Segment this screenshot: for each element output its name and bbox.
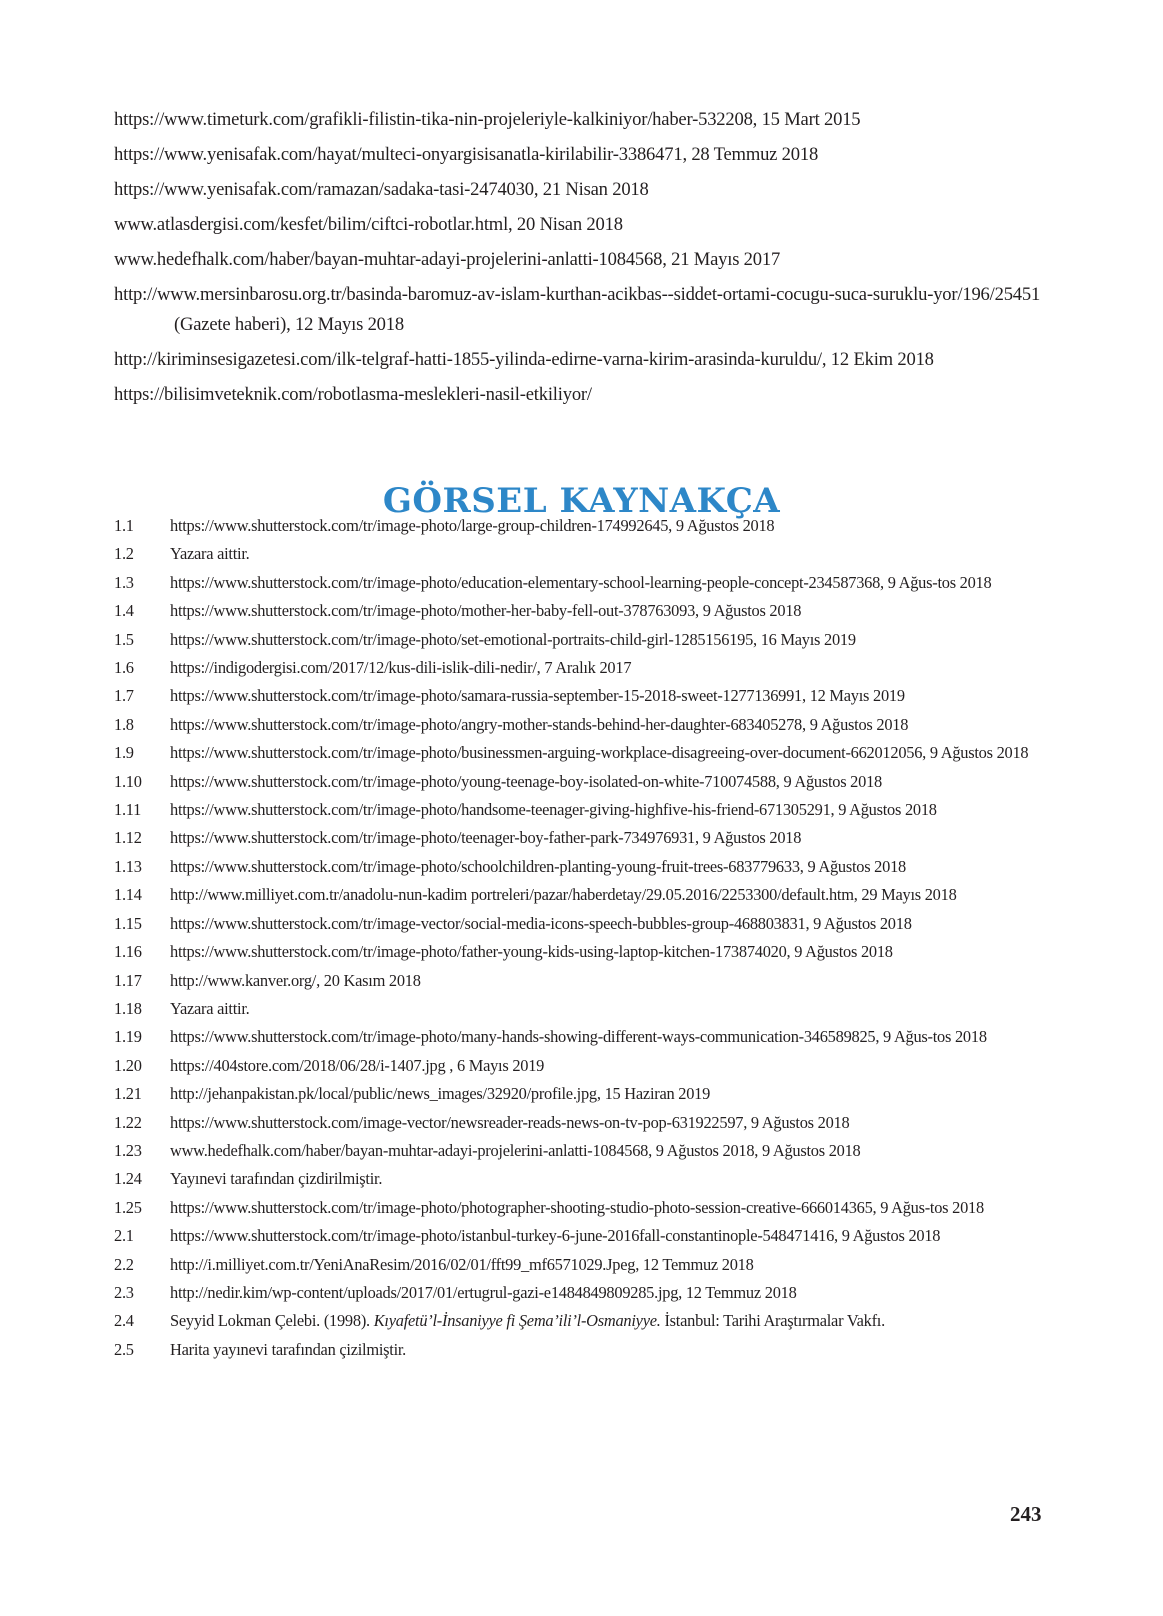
item-text: https://www.shutterstock.com/tr/image-photo/education-elementary-school-learning-people-concept-234587368, 9 Ağus-tos 2018 xyxy=(170,572,992,592)
item-text: http://i.milliyet.com.tr/YeniAnaResim/2016/02/01/fft99_mf6571029.Jpeg, 12 Temmuz 2018 xyxy=(170,1254,754,1274)
item-number: 1.14 xyxy=(114,885,142,905)
list-item xyxy=(114,1307,1054,1335)
item-text: https://www.shutterstock.com/tr/image-photo/teenager-boy-father-park-734976931, 9 Ağustos 2018 xyxy=(170,828,802,848)
citation-title: Kıyafetü’l-İnsaniyye fi Şema’ili’l-Osmaniyye. xyxy=(373,1311,661,1331)
item-number: 1.9 xyxy=(114,743,134,763)
item-number: 1.24 xyxy=(114,1169,142,1189)
item-text: https://www.shutterstock.com/tr/image-photo/father-young-kids-using-laptop-kitchen-173874020, 9 Ağustos 2018 xyxy=(170,942,893,962)
item-text: http://jehanpakistan.pk/local/public/news_images/32920/profile.jpg, 15 Haziran 2019 xyxy=(170,1084,711,1104)
reference-entry: www.atlasdergisi.com/kesfet/bilim/ciftci-robotlar.html, 20 Nisan 2018 xyxy=(114,214,623,235)
item-text: https://www.shutterstock.com/tr/image-photo/young-teenage-boy-isolated-on-white-710074588, 9 Ağustos 2018 xyxy=(170,771,882,791)
list-item xyxy=(114,569,1054,597)
reference-entry: https://www.yenisafak.com/hayat/multeci-onyargisisanatla-kirilabilir-3386471, 28 Temmuz 2018 xyxy=(114,144,819,165)
list-item xyxy=(114,682,1054,710)
list-item xyxy=(114,796,1054,824)
item-number: 1.18 xyxy=(114,998,142,1018)
list-item xyxy=(114,1109,1054,1137)
reference-entry: www.hedefhalk.com/haber/bayan-muhtar-adayi-projelerini-anlatti-1084568, 21 Mayıs 2017 xyxy=(114,249,781,270)
item-number: 1.19 xyxy=(114,1027,142,1047)
item-text: https://www.shutterstock.com/tr/image-photo/istanbul-turkey-6-june-2016fall-constantinople-548471416, 9 Ağustos 2018 xyxy=(170,1226,941,1246)
item-number: 1.6 xyxy=(114,658,134,678)
item-number: 2.4 xyxy=(114,1311,134,1331)
item-number: 1.13 xyxy=(114,856,142,876)
web-references-list xyxy=(114,105,1049,415)
reference-entry: http://kiriminsesigazetesi.com/ilk-telgraf-hatti-1855-yilinda-edirne-varna-kirim-arasinda-kuruldu/, 12 Ekim 2018 xyxy=(114,349,934,370)
citation-publisher: İstanbul: Tarihi Araştırmalar Vakfı. xyxy=(660,1311,885,1331)
item-text xyxy=(170,1307,1054,1335)
item-number: 1.16 xyxy=(114,942,142,962)
item-text: https://www.shutterstock.com/tr/image-photo/samara-russia-september-15-2018-sweet-1277136991, 12 Mayıs 2019 xyxy=(170,686,905,706)
item-text: https://indigodergisi.com/2017/12/kus-dili-islik-dili-nedir/, 7 Aralık 2017 xyxy=(170,658,632,678)
list-item xyxy=(114,626,1054,654)
item-number: 2.3 xyxy=(114,1282,134,1302)
item-number: 1.2 xyxy=(114,544,134,564)
item-number: 1.7 xyxy=(114,686,134,706)
item-number: 1.1 xyxy=(114,516,134,535)
item-number: 1.12 xyxy=(114,828,142,848)
citation-author: Seyyid Lokman Çelebi. (1998). xyxy=(170,1311,374,1331)
list-item xyxy=(114,1222,1054,1250)
item-text: https://www.shutterstock.com/tr/image-photo/many-hands-showing-different-ways-communication-346589825, 9 Ağus-tos 2018 xyxy=(170,1027,987,1047)
item-text: Yazara aittir. xyxy=(170,998,250,1018)
image-references-list xyxy=(114,512,1054,1364)
item-number: 1.10 xyxy=(114,771,142,791)
list-item xyxy=(114,1023,1054,1051)
item-number: 1.15 xyxy=(114,913,142,933)
item-text: www.hedefhalk.com/haber/bayan-muhtar-adayi-projelerini-anlatti-1084568, 9 Ağustos 2018, 9 Ağustos 2018 xyxy=(170,1140,861,1160)
list-item xyxy=(114,1080,1054,1108)
item-text: Harita yayınevi tarafından çizilmiştir. xyxy=(170,1339,407,1359)
item-text: https://www.shutterstock.com/tr/image-photo/set-emotional-portraits-child-girl-1285156195, 16 Mayıs 2019 xyxy=(170,629,856,649)
item-number: 2.1 xyxy=(114,1226,134,1246)
list-item xyxy=(114,654,1054,682)
list-item xyxy=(114,824,1054,852)
list-item xyxy=(114,853,1054,881)
reference-entry: https://bilisimveteknik.com/robotlasma-meslekleri-nasil-etkiliyor/ xyxy=(114,384,592,405)
item-text: https://www.shutterstock.com/tr/image-photo/mother-her-baby-fell-out-378763093, 9 Ağustos 2018 xyxy=(170,601,802,621)
item-text: Yazara aittir. xyxy=(170,544,250,564)
reference-entry: https://www.yenisafak.com/ramazan/sadaka-tasi-2474030, 21 Nisan 2018 xyxy=(114,179,649,200)
item-text: https://www.shutterstock.com/tr/image-photo/large-group-children-174992645, 9 Ağustos 2018 xyxy=(170,516,775,535)
list-item xyxy=(114,967,1054,995)
item-text: https://www.shutterstock.com/tr/image-vector/social-media-icons-speech-bubbles-group-468803831, 9 Ağustos 2018 xyxy=(170,913,912,933)
list-item xyxy=(114,1336,1054,1364)
list-item xyxy=(114,910,1054,938)
item-text: http://www.milliyet.com.tr/anadolu-nun-kadim portreleri/pazar/haberdetay/29.05.2016/2253300/default.htm, 29 Mayıs 2018 xyxy=(170,885,957,905)
item-text: https://www.shutterstock.com/tr/image-photo/handsome-teenager-giving-highfive-his-friend-671305291, 9 Ağustos 2018 xyxy=(170,800,937,820)
item-number: 2.5 xyxy=(114,1339,134,1359)
list-item xyxy=(114,597,1054,625)
item-text: https://www.shutterstock.com/tr/image-photo/businessmen-arguing-workplace-disagreeing-over-document-662012056, 9 Ağustos 2018 xyxy=(170,743,1029,763)
item-text: https://www.shutterstock.com/image-vector/newsreader-reads-news-on-tv-pop-631922597, 9 Ağustos 2018 xyxy=(170,1112,850,1132)
item-text: https://www.shutterstock.com/tr/image-photo/schoolchildren-planting-young-fruit-trees-683779633, 9 Ağustos 2018 xyxy=(170,856,906,876)
list-item xyxy=(114,881,1054,909)
item-text: https://404store.com/2018/06/28/i-1407.jpg , 6 Mayıs 2019 xyxy=(170,1055,545,1075)
item-number: 1.25 xyxy=(114,1197,142,1217)
section-title: GÖRSEL KAYNAKÇA xyxy=(382,480,781,521)
list-item xyxy=(114,739,1054,767)
item-text: http://nedir.kim/wp-content/uploads/2017/01/ertugrul-gazi-e1484849809285.jpg, 12 Temmuz 2018 xyxy=(170,1282,797,1302)
list-item xyxy=(114,1251,1054,1279)
item-text: https://www.shutterstock.com/tr/image-photo/angry-mother-stands-behind-her-daughter-683405278, 9 Ağustos 2018 xyxy=(170,714,909,734)
list-item xyxy=(114,512,1054,540)
reference-entry: https://www.timeturk.com/grafikli-filistin-tika-nin-projeleriyle-kalkiniyor/haber-532208, 15 Mart 2015 xyxy=(114,109,861,130)
item-text: https://www.shutterstock.com/tr/image-photo/photographer-shooting-studio-photo-session-creative-666014365, 9 Ağus-tos 2018 xyxy=(170,1197,984,1217)
item-number: 1.4 xyxy=(114,601,134,621)
item-number: 1.5 xyxy=(114,629,134,649)
list-item xyxy=(114,1052,1054,1080)
item-text: Yayınevi tarafından çizdirilmiştir. xyxy=(170,1169,383,1189)
list-item xyxy=(114,938,1054,966)
item-number: 1.22 xyxy=(114,1112,142,1132)
item-number: 1.23 xyxy=(114,1140,142,1160)
list-item xyxy=(114,768,1054,796)
item-number: 1.17 xyxy=(114,970,142,990)
list-item xyxy=(114,711,1054,739)
reference-entry: http://www.mersinbarosu.org.tr/basinda-baromuz-av-islam-kurthan-acikbas--siddet-ortami-cocugu-suca-suruklu-yor/196/25451 (Gazete haberi), 12 Mayıs 2018 xyxy=(114,284,1041,335)
item-number: 1.3 xyxy=(114,572,134,592)
item-number: 1.20 xyxy=(114,1055,142,1075)
list-item xyxy=(114,1279,1054,1307)
item-number: 1.11 xyxy=(114,800,142,820)
list-item xyxy=(114,540,1054,568)
item-number: 2.2 xyxy=(114,1254,134,1274)
list-item xyxy=(114,1194,1054,1222)
item-number: 1.8 xyxy=(114,714,134,734)
list-item xyxy=(114,1165,1054,1193)
list-item xyxy=(114,1137,1054,1165)
item-text: http://www.kanver.org/, 20 Kasım 2018 xyxy=(170,970,421,990)
item-number: 1.21 xyxy=(114,1084,142,1104)
list-item xyxy=(114,995,1054,1023)
page-number: 243 xyxy=(1010,1502,1042,1526)
